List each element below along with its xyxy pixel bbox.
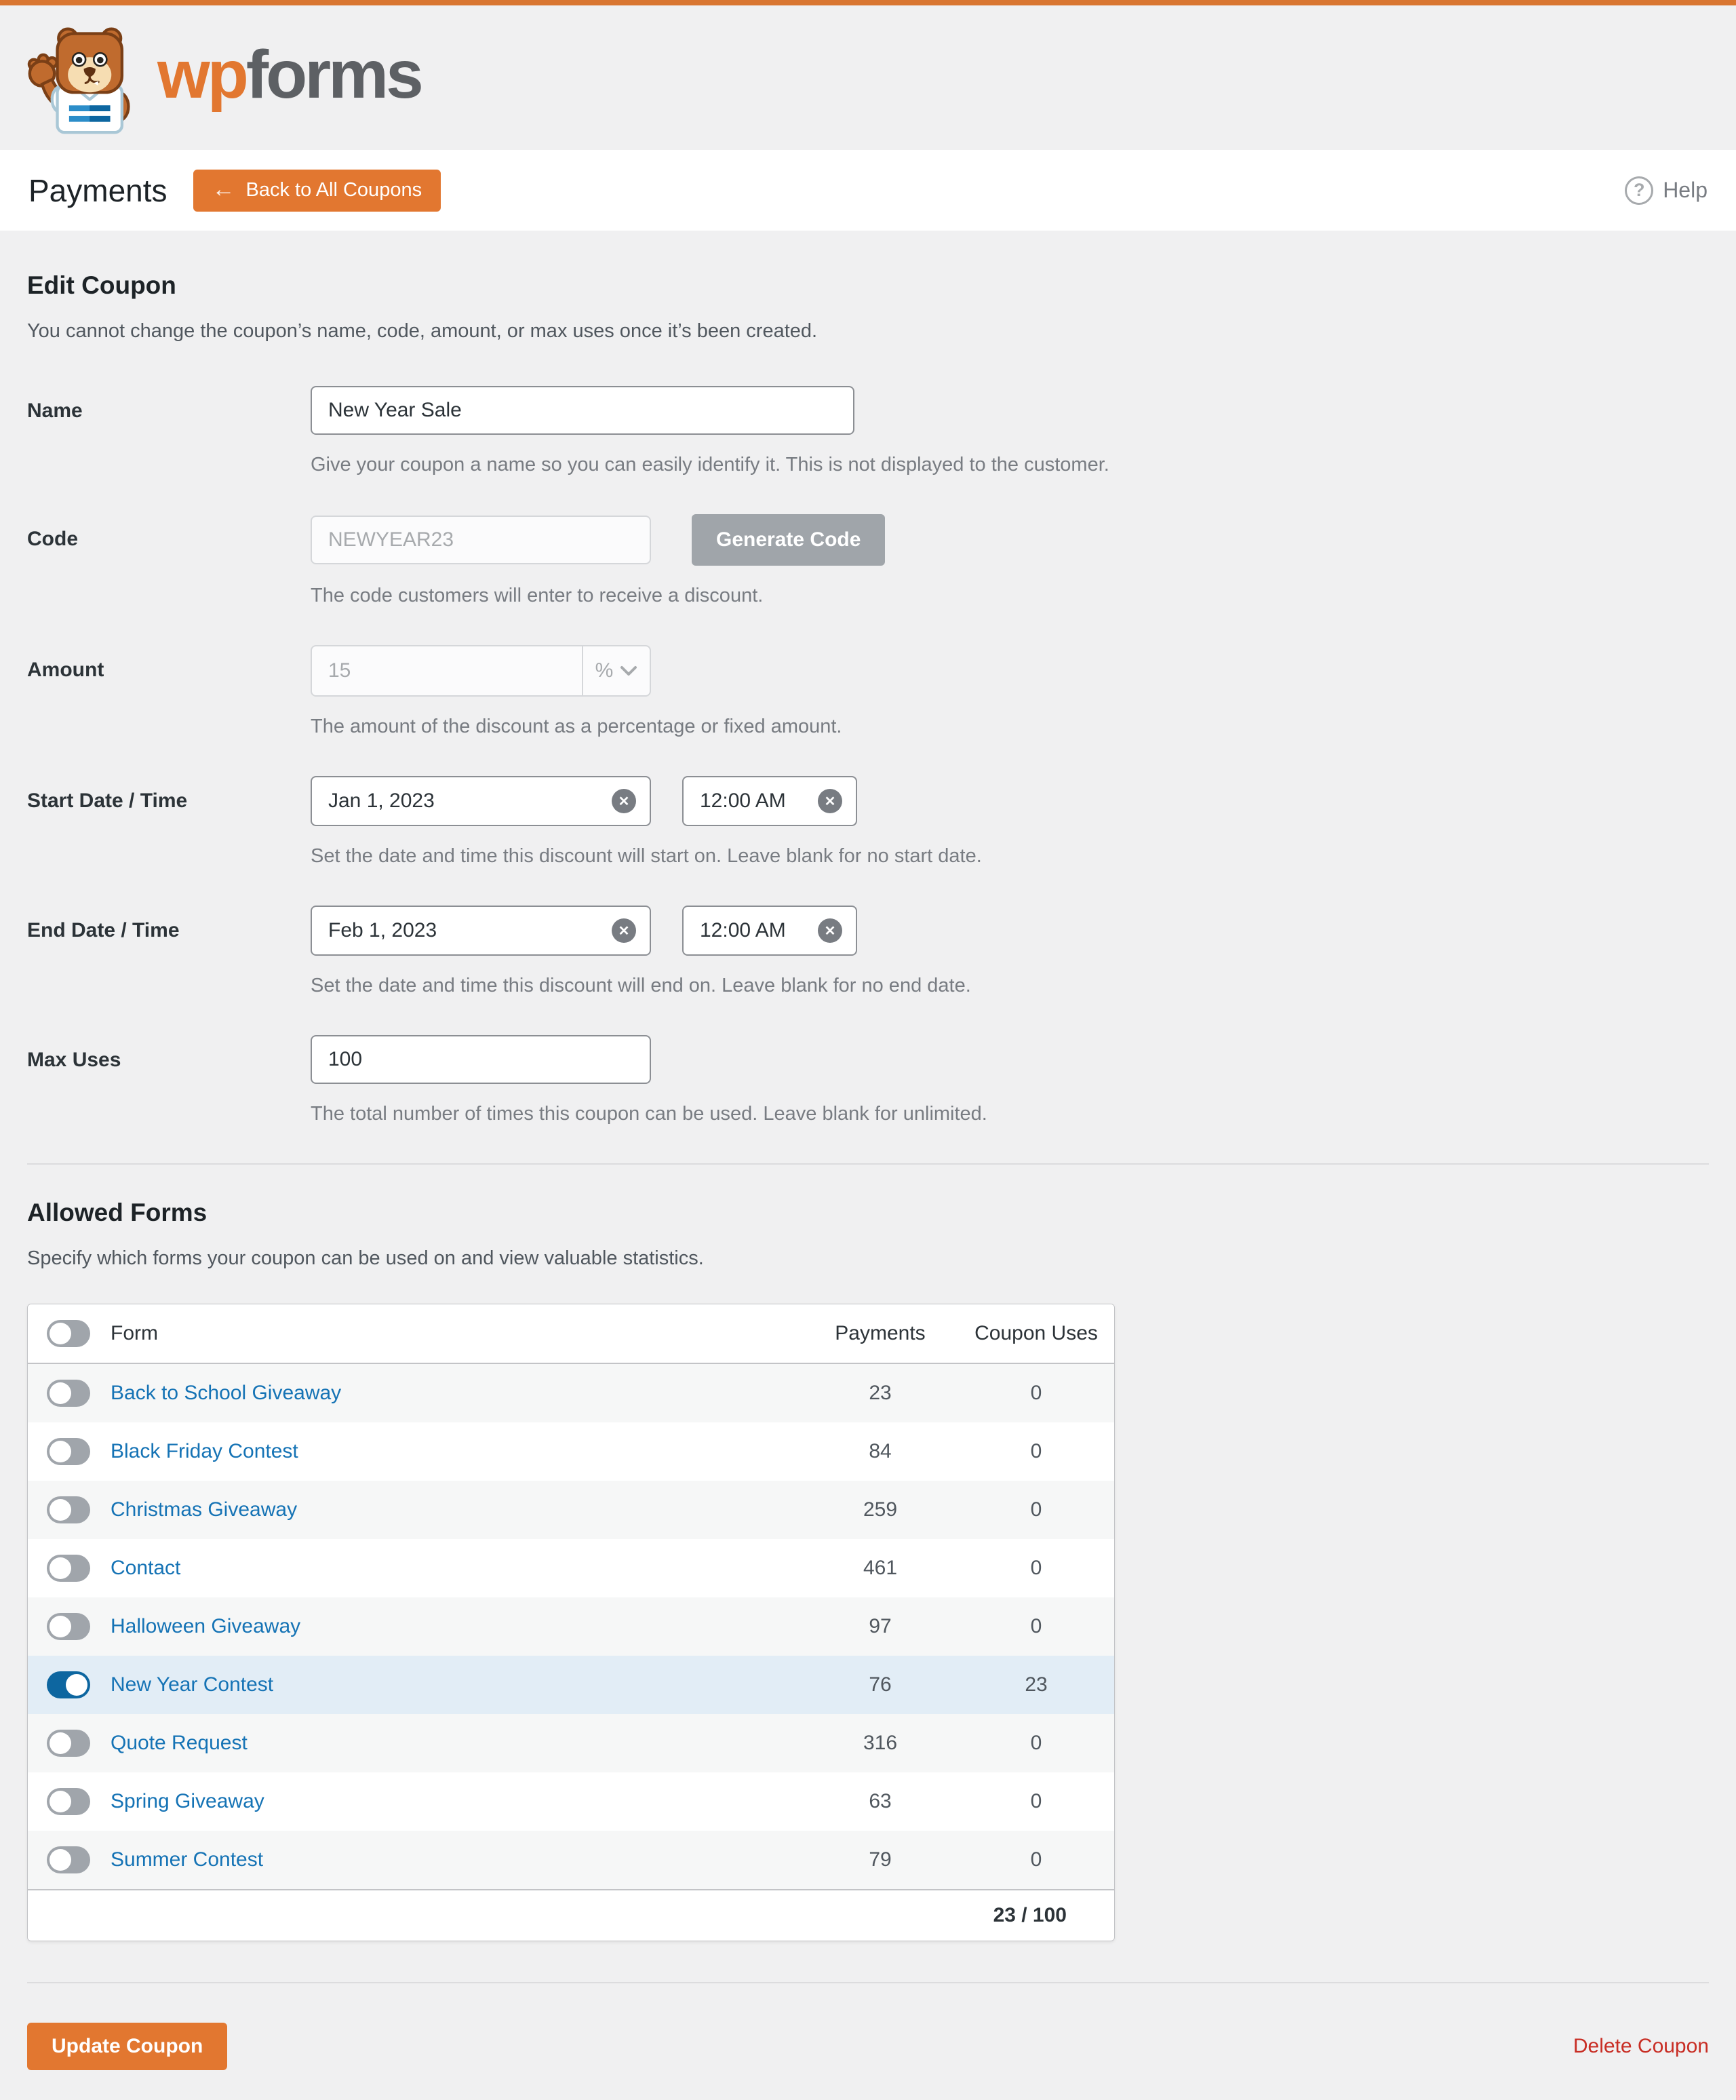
field-row-code: [27, 514, 1709, 607]
form-toggle-switch[interactable]: [47, 1788, 90, 1815]
toggle-knob: [50, 1557, 71, 1579]
form-link[interactable]: Quote Request: [111, 1732, 248, 1754]
column-header-form: Form: [111, 1322, 158, 1344]
update-coupon-button[interactable]: Update Coupon: [27, 2023, 227, 2070]
amount-help-text: The amount of the discount as a percentage or fixed amount.: [311, 716, 842, 737]
bear-mascot-icon: [24, 16, 148, 139]
coupon-uses-count: 0: [1030, 1615, 1042, 1637]
field-row-amount: [27, 645, 1709, 738]
toggle-knob: [50, 1382, 71, 1404]
toggle-knob: [50, 1616, 71, 1637]
toggle-knob: [50, 1499, 71, 1521]
actions-divider: [27, 1982, 1709, 1983]
coupon-uses-count: 0: [1030, 1382, 1042, 1404]
code-input: [311, 516, 651, 564]
field-row-name: [27, 386, 1709, 476]
payments-count: 23: [869, 1382, 892, 1404]
form-toggle-switch[interactable]: [47, 1438, 90, 1465]
coupon-fields: [27, 386, 1709, 1125]
end-date-clear-icon[interactable]: ✕: [612, 918, 636, 943]
start-time-input[interactable]: [682, 776, 857, 826]
start-help-text: Set the date and time this discount will start on. Leave blank for no start date.: [311, 845, 982, 867]
toggle-knob: [50, 1849, 71, 1871]
start-label: Start Date / Time: [27, 790, 188, 812]
form-link[interactable]: Halloween Giveaway: [111, 1615, 301, 1637]
form-toggle-switch[interactable]: [47, 1380, 90, 1407]
wordmark-forms: forms: [245, 36, 421, 113]
payments-count: 259: [863, 1498, 898, 1521]
payments-count: 316: [863, 1732, 898, 1754]
amount-unit-value: %: [595, 659, 614, 682]
table-header-row: [28, 1304, 1114, 1364]
payments-count: 79: [869, 1848, 892, 1871]
code-help-text: The code customers will enter to receive a discount.: [311, 585, 764, 606]
amount-label: Amount: [27, 659, 104, 681]
help-icon: ?: [1625, 176, 1653, 205]
toggle-all-switch[interactable]: [47, 1320, 90, 1347]
code-label: Code: [27, 528, 78, 550]
end-time-clear-icon[interactable]: ✕: [818, 918, 842, 943]
form-link[interactable]: Back to School Giveaway: [111, 1382, 342, 1404]
help-link[interactable]: [1625, 176, 1708, 205]
table-row: [28, 1539, 1114, 1597]
amount-unit-select: [582, 646, 650, 695]
form-link[interactable]: Black Friday Contest: [111, 1440, 298, 1462]
coupon-uses-count: 0: [1030, 1732, 1042, 1754]
end-help-text: Set the date and time this discount will end on. Leave blank for no end date.: [311, 975, 971, 996]
toggle-knob: [66, 1674, 87, 1696]
generate-code-button: Generate Code: [692, 514, 885, 566]
coupon-uses-count: 0: [1030, 1440, 1042, 1462]
wpforms-logo: [24, 16, 421, 139]
table-row: [28, 1656, 1114, 1714]
coupon-uses-count: 0: [1030, 1557, 1042, 1579]
back-arrow-icon: ←: [212, 176, 235, 202]
back-button-label: Back to All Coupons: [245, 179, 422, 201]
start-time-value: 12:00 AM: [700, 790, 786, 812]
form-toggle-switch[interactable]: [47, 1496, 90, 1523]
allowed-forms-description: Specify which forms your coupon can be used on and view valuable statistics.: [27, 1247, 704, 1269]
edit-coupon-title: Edit Coupon: [27, 271, 176, 299]
start-date-value: Jan 1, 2023: [328, 790, 435, 812]
max-uses-help-text: The total number of times this coupon can be used. Leave blank for unlimited.: [311, 1103, 987, 1125]
payments-count: 97: [869, 1615, 892, 1637]
amount-input: 15: [328, 659, 351, 682]
toggle-knob: [50, 1323, 71, 1344]
end-date-value: Feb 1, 2023: [328, 919, 437, 941]
wordmark-wp: wp: [157, 36, 246, 113]
max-uses-label: Max Uses: [27, 1049, 121, 1071]
amount-input-group: [311, 645, 651, 697]
max-uses-input[interactable]: [311, 1035, 651, 1084]
coupon-uses-count: 0: [1030, 1848, 1042, 1871]
form-link[interactable]: Spring Giveaway: [111, 1790, 264, 1812]
form-toggle-switch[interactable]: [47, 1846, 90, 1873]
coupon-uses-count: 0: [1030, 1790, 1042, 1812]
form-link[interactable]: Contact: [111, 1557, 181, 1579]
payments-count: 461: [863, 1557, 898, 1579]
name-input[interactable]: [311, 386, 854, 435]
table-row: [28, 1597, 1114, 1656]
end-time-value: 12:00 AM: [700, 919, 786, 941]
field-row-start: [27, 776, 1709, 868]
start-date-clear-icon[interactable]: ✕: [612, 789, 636, 813]
field-row-end: [27, 906, 1709, 997]
actions-bar: [27, 2023, 1709, 2070]
coupon-uses-total: 23 / 100: [993, 1904, 1067, 1926]
payments-count: 63: [869, 1790, 892, 1812]
table-footer-row: [28, 1889, 1114, 1941]
end-time-input[interactable]: [682, 906, 857, 956]
form-toggle-switch[interactable]: [47, 1730, 90, 1757]
form-toggle-switch[interactable]: [47, 1555, 90, 1582]
delete-coupon-link[interactable]: Delete Coupon: [1573, 2035, 1709, 2057]
page-title: Payments: [28, 172, 167, 208]
coupon-uses-count: 0: [1030, 1498, 1042, 1521]
table-row: [28, 1364, 1114, 1422]
table-row: [28, 1772, 1114, 1831]
end-label: End Date / Time: [27, 919, 180, 941]
table-row: [28, 1714, 1114, 1772]
table-row: [28, 1481, 1114, 1539]
table-row: [28, 1422, 1114, 1481]
allowed-forms-table: [27, 1304, 1115, 1941]
coupon-edit-page: [0, 231, 1736, 2100]
toggle-knob: [50, 1791, 71, 1812]
section-divider: [27, 1163, 1709, 1165]
start-date-input[interactable]: [311, 776, 651, 826]
column-header-payments: Payments: [835, 1322, 926, 1344]
app-header: [0, 5, 1736, 150]
name-help-text: Give your coupon a name so you can easily identify it. This is not displayed to the customer.: [311, 454, 1109, 475]
forms-table-rows: [28, 1364, 1114, 1889]
top-accent-bar: [0, 0, 1736, 5]
allowed-forms-title: Allowed Forms: [27, 1199, 208, 1226]
toggle-knob: [50, 1441, 71, 1462]
table-row: [28, 1831, 1114, 1889]
payments-count: 84: [869, 1440, 892, 1462]
wpforms-wordmark: [157, 36, 421, 115]
payments-toolbar: [0, 150, 1736, 231]
form-toggle-switch[interactable]: [47, 1671, 90, 1698]
chevron-down-icon: [620, 665, 637, 676]
column-header-coupon-uses: Coupon Uses: [974, 1322, 1098, 1344]
edit-coupon-description: You cannot change the coupon’s name, code, amount, or max uses once it’s been created.: [27, 320, 818, 342]
form-link[interactable]: Christmas Giveaway: [111, 1498, 298, 1521]
coupon-uses-count: 23: [1025, 1673, 1048, 1696]
back-to-all-coupons-button[interactable]: [193, 170, 441, 212]
name-label: Name: [27, 400, 83, 422]
help-label: Help: [1663, 178, 1708, 202]
form-link[interactable]: Summer Contest: [111, 1848, 264, 1871]
end-date-input[interactable]: [311, 906, 651, 956]
start-time-clear-icon[interactable]: ✕: [818, 789, 842, 813]
payments-count: 76: [869, 1673, 892, 1696]
form-link[interactable]: New Year Contest: [111, 1673, 274, 1696]
form-toggle-switch[interactable]: [47, 1613, 90, 1640]
field-row-max-uses: [27, 1035, 1709, 1125]
toggle-knob: [50, 1732, 71, 1754]
